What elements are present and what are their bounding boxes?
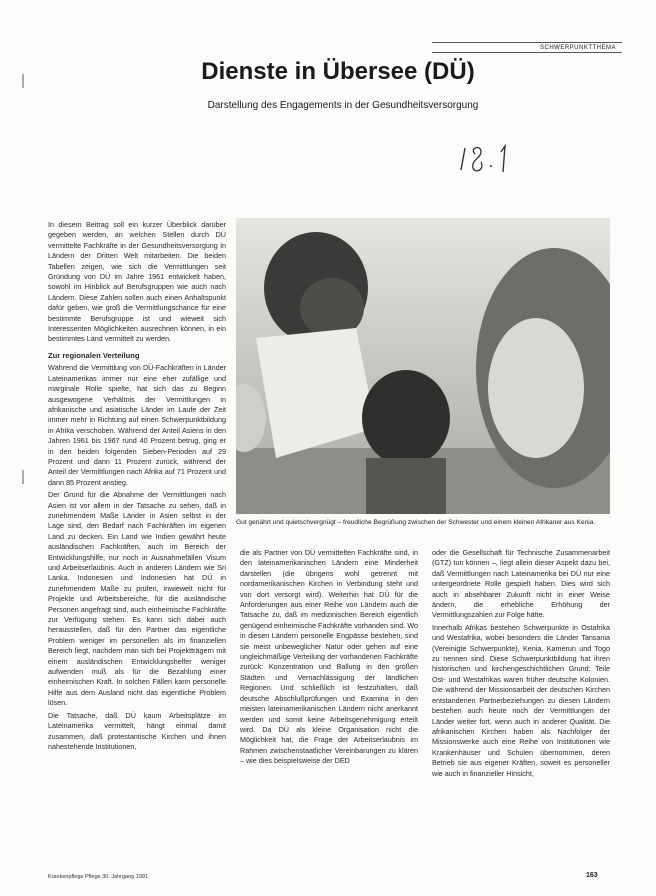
- body-paragraph: die als Partner von DÜ vermittelten Fachkräfte sind, in den lateinamerikanischen Ländern eine Minderheit darstellen (die übrigens wohl getrennt mit nordamerikanischen Kirchen in Verbindung steht und von dort versorgt wird). Weiterhin hat DÜ für die Anforderungen aus einer Reihe von Ländern auch die Tatsache zu, daß im medizinischen Bereich eigentlich genügend einheimische Fachkräfte vorhanden sind. Wo in diesen Ländern personelle Engpässe bestehen, sind sie meist unbeweglicher Natur oder gehen auf eine ungleichmäßige Verteilung der vorhandenen Fachkräfte zurück: Konzentration und Ballung in den großen Städten und Vernachlässigung der ländlichen Regionen. Und schließlich ist festzuhalten, daß deutsche Abschlußprüfungen und Examina in den meisten lateinamerikanischen Ländern nicht anerkannt werden und somit keine Arbeitsgenehmigung erteilt wird. Da DÜ als kleine Organisation nicht die Möglichkeit hat, die Frage der Arbeitserlaubnis im Rahmen zwischenstaatlicher Vereinbarungen zu klären – wie dies beispielsweise der DED: [240, 548, 418, 766]
- text-column-middle: [240, 548, 418, 860]
- photo-image-icon: [236, 218, 610, 514]
- body-paragraph: Innerhalb Afrikas bestehen Schwerpunkte in Ostafrika und Westafrika, wobei besonders die Länder Tansania (Vereinigte Schwerpunkte), Kenia, Kamerun und Togo zu nennen sind. Diese Schwerpunktbildung hat ihren historischen und kirchengeschichtlichen Grund: Teile Ost- und Westafrikas waren früher deutsche Kolonien. Die während der Missionsarbeit der deutschen Kirchen entstandenen Partnerbeziehungen zu diesen Ländern bestehen auch heute noch der Vermittlungen der Länder weiter fort, wenn auch in anderer Qualität. Die afrikanischen Kirchen haben als Nachfolger der Missionswerke auch eine Reihe von Institutionen wie Krankenhäuser und Schulen übernommen, deren Betrieb sie aus eigener Kräften, soweit es personeller wie auch in finanzieller Hinsicht,: [432, 622, 610, 778]
- text-column-left: [48, 220, 226, 860]
- article-photo: [236, 218, 610, 514]
- photo-caption: Gut genährt und quietschvergnügt – freudliche Begrüßung zwischen der Schwester und einem kleinen Afrikaner aus Kenia.: [236, 519, 596, 526]
- punch-hole-mark: [22, 470, 30, 484]
- body-paragraph: Der Grund für die Abnahme der Vermittlungen nach Asien ist vor allem in der Tatsache zu sehen, daß in zunehmendem Maße Länder in Asien selbst in der Lage sind, den Bedarf nach Fachkräften im eigenen Land zu decken. Ein Land wie Indien gewährt heute ausländischen Fachkräften, auch im Bereich der Entwicklungshilfe, nur noch in Ausnahmefällen Visum und Arbeitserlaubnis. Auch in anderen Ländern wie Sri Lanka, Indonesien und Indonesien hat DÜ in zunehmendem Maße zu prüfen, inwieweit nicht für Projekte und Arbeitsbereiche, für die ausländische Personen angefragt sind, auch einheimische Fachkräfte zur Verfügung stehen. Es kann sich dabei auch herausstellen, daß für den Partner das eigentliche Problem weniger im personellen als im finanziellen Bereich liegt, nachdem man sich bei Projektträgern mit einem ausländischen Entwicklungshelfer weniger aufwenden muß als für die Bezahlung einer einheimischen Kraft. In solchen Fällen kann personelle Hilfe aus dem Ausland nicht das eigentliche Problem lösen.: [48, 490, 226, 708]
- text-column-right: [432, 548, 610, 860]
- body-paragraph: Die Tatsache, daß DÜ kaum Arbeitsplätze im Lateinamerika vermittelt, hängt einmal damit zusammen, daß protestantische Kirchen und ihnen nahestehende Institutionen,: [48, 710, 226, 751]
- page-title: Dienste in Übersee (DÜ): [201, 58, 475, 85]
- section-heading: Zur regionalen Verteilung: [48, 350, 140, 360]
- page-subtitle: Darstellung des Engagements in der Gesundheitsversorgung: [207, 100, 479, 111]
- body-paragraph: oder die Gesellschaft für Technische Zusammenarbeit (GTZ) tun können –, liegt allein dieser Aspekt dazu bei, daß Vermittlungen nach Lateinamerika bei DÜ nur eine untergeordnete Rolle gespielt haben. Dies wird sich auch in absehbarer Zukunft nicht in einer Weise ändern, die erhebliche Erhöhung der Vermittlungszahlen zur Folge hätte.: [432, 548, 610, 620]
- section-tag: SCHWERPUNKTTHEMA: [432, 42, 622, 53]
- footer-source: Krankenpflege Pflege 30. Jahrgang 1991: [48, 874, 148, 880]
- handwritten-note-icon: [455, 140, 515, 180]
- body-paragraph: Während die Vermittlung von DÜ-Fachkräften in Länder Lateinamerikas immer nur eine eher zufällige und marginale Rolle spielte, hat sich das zu Beginn ausgewogene Verhältnis der Vermittlungen in afrikanische und asiatische Länder im Laufe der Zeit immer mehr in Richtung auf einen Schwerpunktbildung in Afrika verschoben. Während der Anteil Asiens in den Jahren 1961 bis 1967 rund 40 Prozent betrug, ging er in den beiden folgenden Sieben-Perioden auf 29 Prozent und dann 11 Prozent zurück, während der Anteil der Vermittlungen nach Afrika auf 71 Prozent und dann 85 Prozent anstieg.: [48, 363, 226, 487]
- page-number: 163: [586, 872, 598, 879]
- intro-paragraph: In diesem Beitrag soll ein kurzer Überblick darüber gegeben werden, an welchen Stellen durch DÜ vermittelte Fachkräfte in der Gesundheitsversorgung in Ländern der Dritten Welt mitarbeiten. Die beiden Tabellen zeigen, wie sich die Vermittlungen seit Gründung von DÜ im Jahre 1961 entwickelt haben, sowohl im Hinblick auf Berufsgruppen wie auch nach Ländern. Diese Zahlen sollen auch einen Anhaltspunkt dafür geben, wie groß die Vermittlungschance für eine bestimmte Berufsgruppe ist und wieweit sich Interessenten Möglichkeiten ausrechnen können, in ein bestimmtes Land vermittelt zu werden.: [48, 220, 226, 344]
